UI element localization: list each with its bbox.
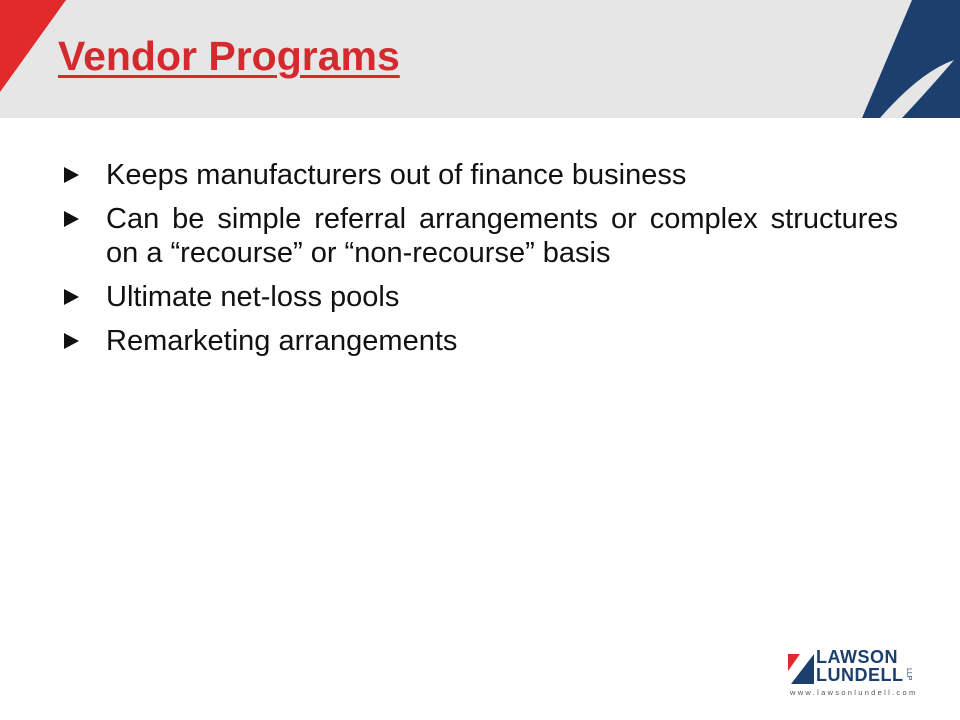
bullet-text: Remarketing arrangements [106,325,458,357]
right-triangle-icon [64,167,79,183]
logo-mark-icon [788,654,814,684]
bullet-item [62,324,898,358]
logo-word-bottom: LUNDELL [816,665,904,685]
lawson-lundell-logo [788,648,920,696]
bullet-item [62,202,898,270]
bullet-text: Ultimate net-loss pools [106,281,400,313]
right-triangle-icon [64,211,79,227]
navy-corner-accent [850,0,960,118]
bullet-list [62,158,898,368]
right-triangle-icon [64,333,79,349]
bullet-item [62,158,898,192]
bullet-text: Can be simple referral arrangements or complex structures on a “recourse” or “non-recourse” basis [106,203,898,269]
bullet-text: Keeps manufacturers out of finance business [106,159,687,191]
logo-url: www.lawsonlundell.com [790,688,918,697]
bullet-item [62,280,898,314]
logo-word-top: LAWSON [816,647,898,667]
right-triangle-icon [64,289,79,305]
logo-llp: LLP [905,668,912,681]
slide-title: Vendor Programs [58,33,400,79]
